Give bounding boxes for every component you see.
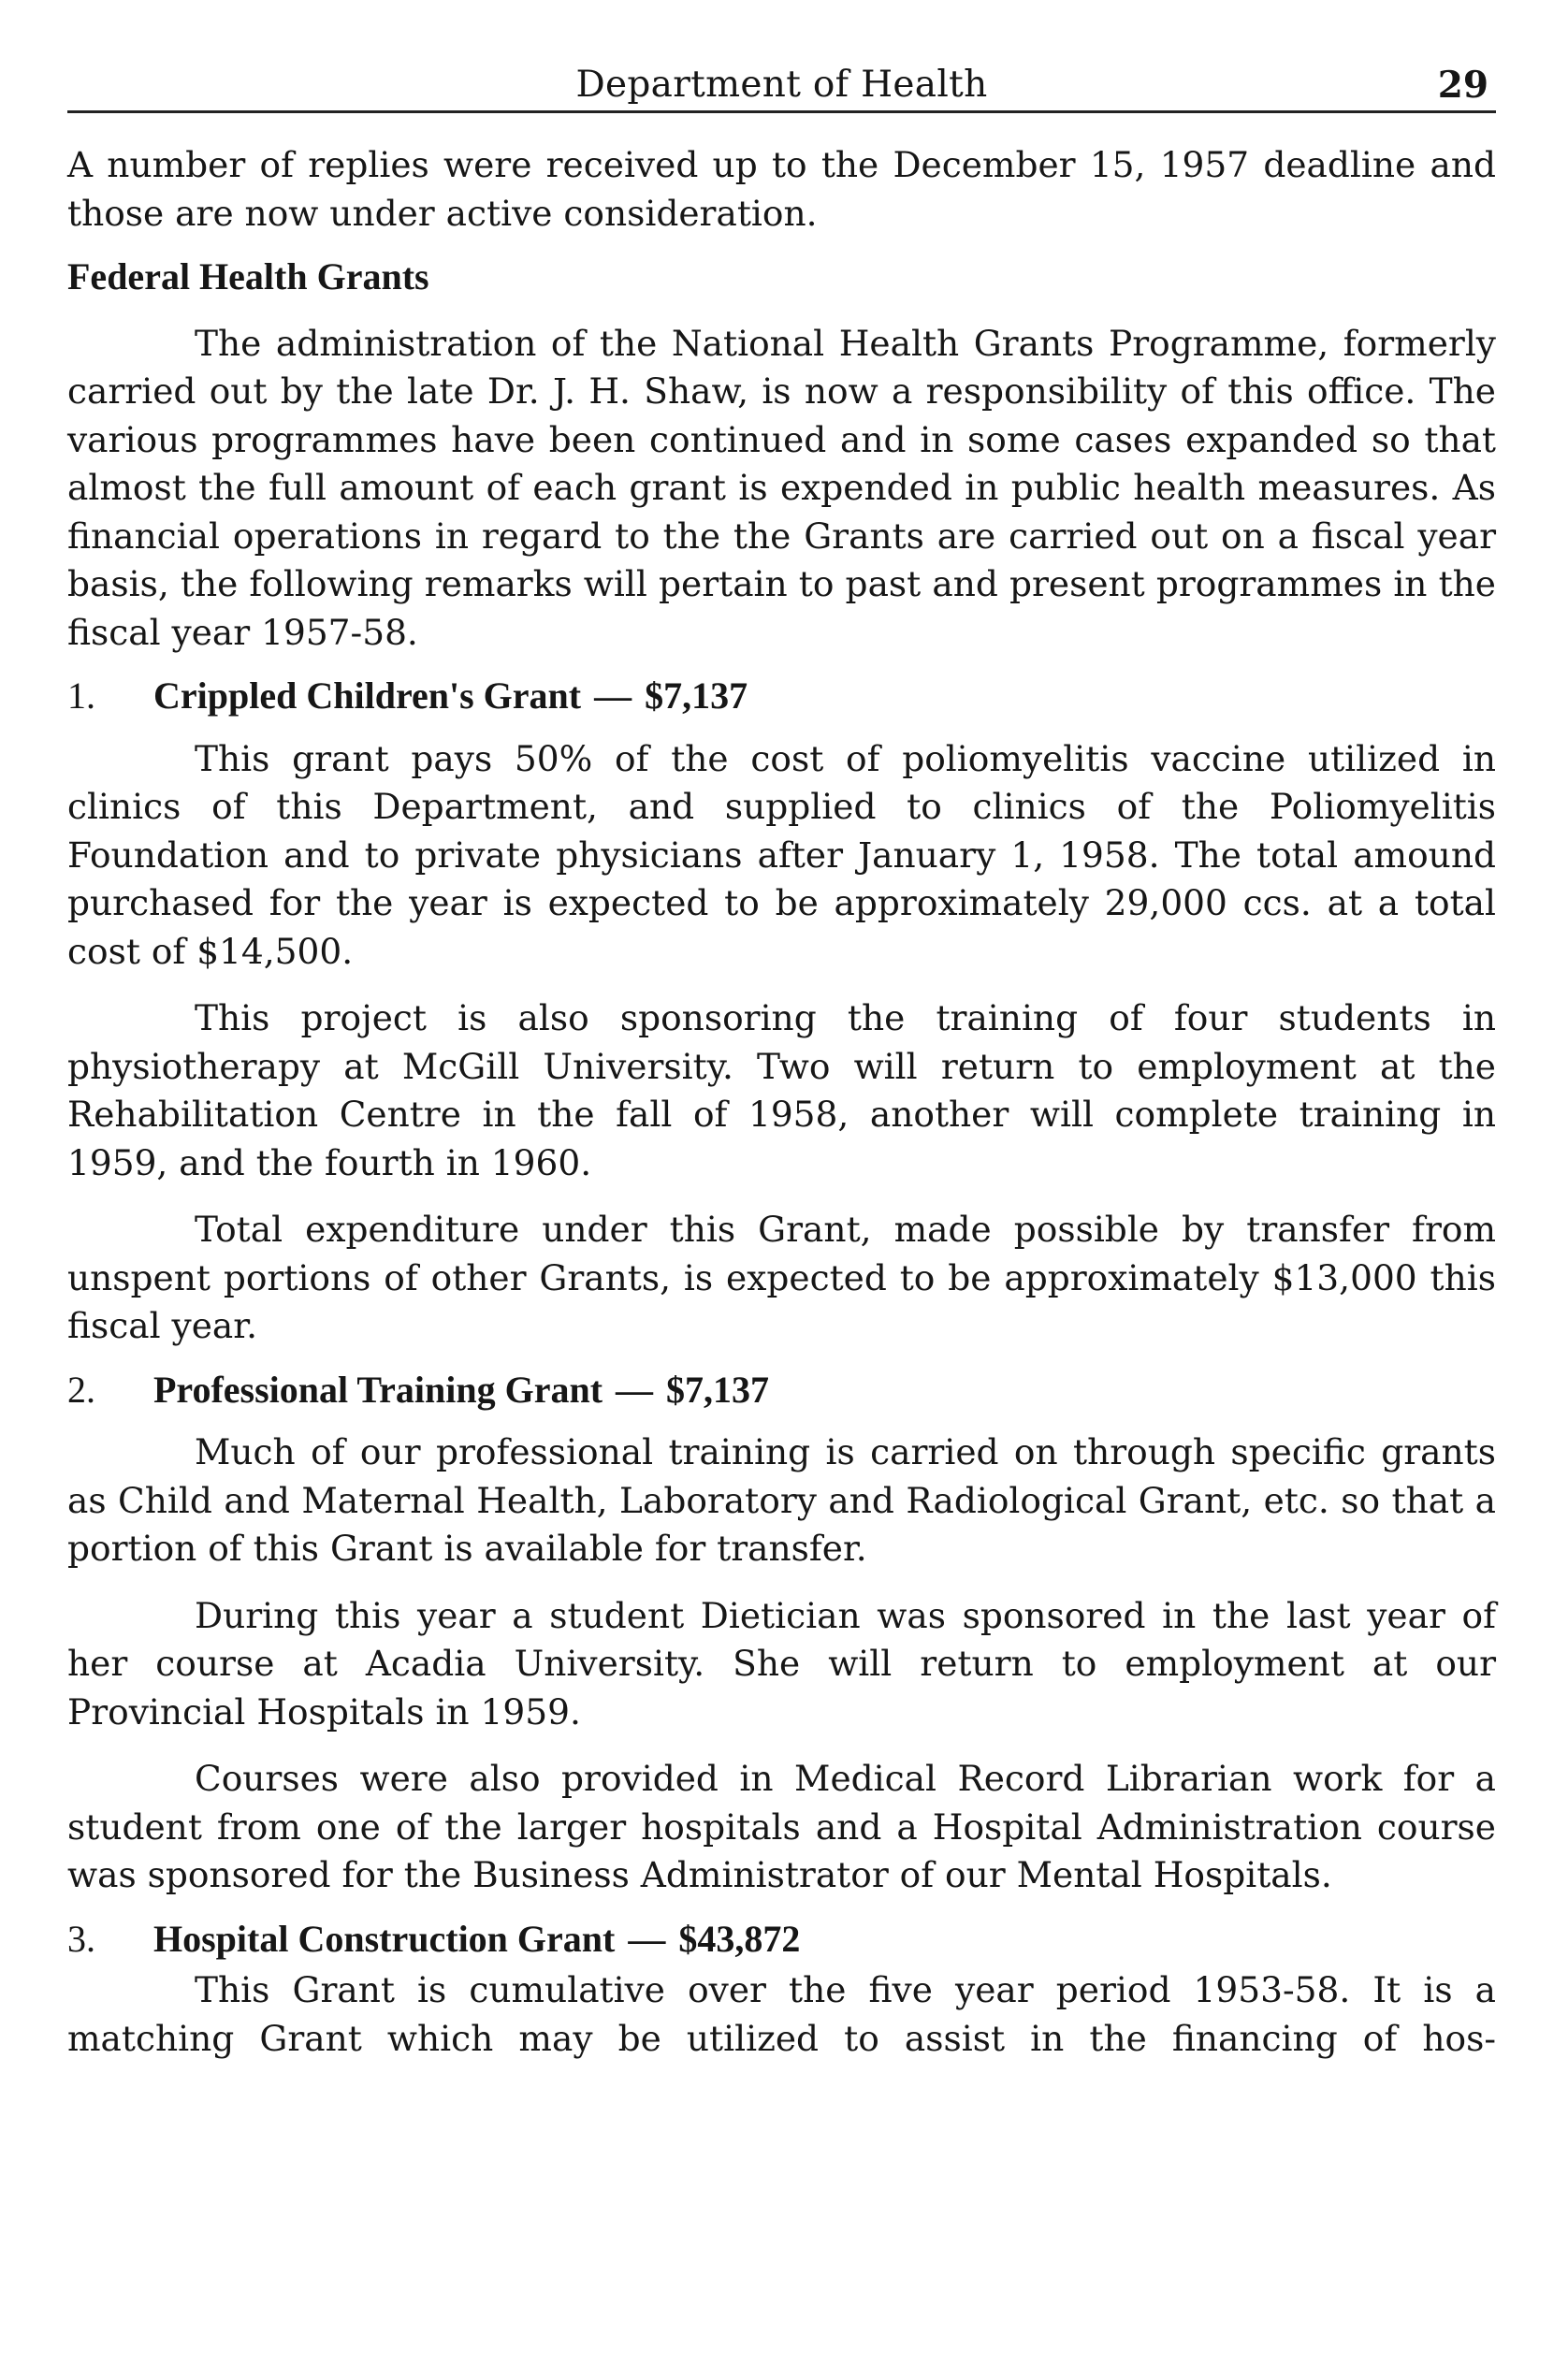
grant-paragraph: This project is also sponsoring the training of four students in physiotherapy at McGill University. Two will return to employment at the Rehabilitation Centre in the fall of 1958, another will complete training in 1959, and the fourth in 1960. bbox=[67, 997, 1496, 1183]
grant-number: 1. bbox=[67, 674, 95, 717]
running-header bbox=[67, 62, 1496, 113]
grant-paragraph: This grant pays 50% of the cost of poliomyelitis vaccine utilized in clinics of this Department, and supplied to clinics of the Poliomyelitis Foundation and to private physicians after January 1, 1958. The total amound purchased for the year is expected to be approximately 29,000 ccs. at a total cost of $14,500. bbox=[67, 737, 1496, 972]
section-paragraph: The administration of the National Health Grants Programme, formerly carried out by the late Dr. J. H. Shaw, is now a responsibility of this office. The various programmes have been continued and in some cases expanded so that almost the full amount of each grant is expended in public health measures. As financial operations in regard to the the Grants are carried out on a fiscal year basis, the following remarks will pertain to past and present programmes in the fiscal year 1957-58. bbox=[67, 322, 1496, 653]
grant-paragraph: This Grant is cumulative over the five year period 1953-58. It is a matching Grant which may be utilized to assist in the financing of hos- bbox=[67, 1969, 1496, 2059]
grant-dash: — bbox=[628, 1917, 666, 1960]
grant-number: 2. bbox=[67, 1368, 95, 1411]
grant-name: Hospital Construction Grant bbox=[153, 1917, 616, 1960]
page-number: 29 bbox=[1437, 64, 1488, 107]
grant-name: Professional Training Grant bbox=[153, 1368, 603, 1411]
grant-paragraph: Much of our professional training is carried on through specific grants as Child and Maternal Health, Laboratory and Radiological Grant, etc. so that a portion of this Grant is available for transfer. bbox=[67, 1431, 1496, 1569]
header-title: Department of Health bbox=[575, 64, 988, 106]
grant-heading bbox=[67, 672, 1496, 720]
grant-dash: — bbox=[594, 674, 632, 717]
document-page bbox=[67, 62, 1496, 2063]
grant-paragraph: Total expenditure under this Grant, made possible by transfer from unspent portions of other Grants, is expected to be approximately $13,000 this fiscal year. bbox=[67, 1209, 1496, 1346]
grant-heading bbox=[67, 1366, 1496, 1414]
grant-heading bbox=[67, 1915, 1496, 1964]
grant-dash: — bbox=[616, 1368, 654, 1411]
grant-paragraph: During this year a student Dietician was sponsored in the last year of her course at Acadia University. She will return to employment at our Provincial Hospitals in 1959. bbox=[67, 1594, 1496, 1733]
section-heading: Federal Health Grants bbox=[67, 255, 429, 297]
grant-amount: $43,872 bbox=[678, 1917, 801, 1960]
intro-paragraph: A number of replies were received up to the December 15, 1957 deadline and those are now under active consideration. bbox=[67, 144, 1496, 234]
grant-number: 3. bbox=[67, 1917, 95, 1960]
page-body bbox=[67, 141, 1496, 2063]
grant-amount: $7,137 bbox=[666, 1368, 770, 1411]
grant-amount: $7,137 bbox=[645, 674, 748, 717]
grant-name: Crippled Children's Grant bbox=[153, 674, 582, 717]
grant-paragraph: Courses were also provided in Medical Record Librarian work for a student from one of the larger hospitals and a Hospital Administration course was sponsored for the Business Administrator of our Mental Hospitals. bbox=[67, 1758, 1496, 1895]
